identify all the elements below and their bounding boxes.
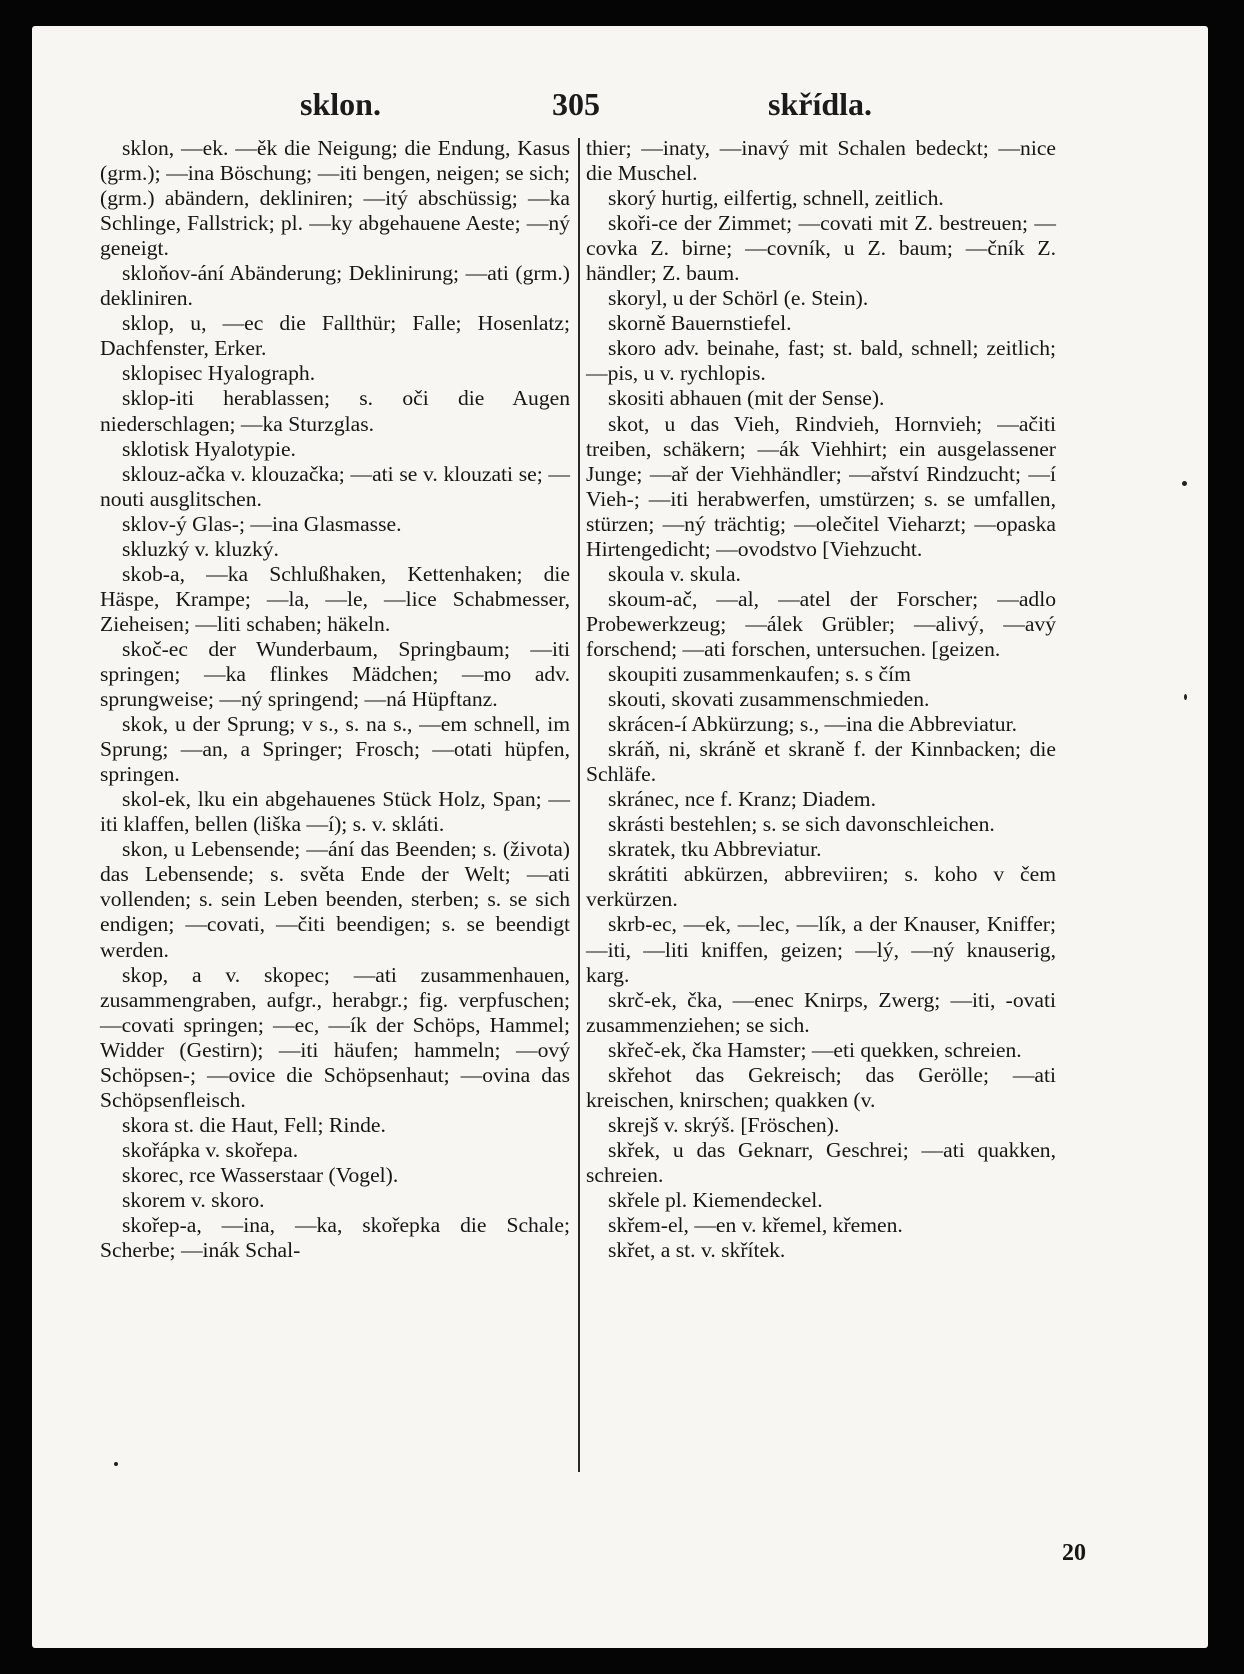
dictionary-entry: skrácen-í Abkürzung; s., —ina die Abbreviatur. [608, 712, 1017, 737]
dictionary-entry: skositi abhauen (mit der Sense). [608, 386, 885, 411]
ink-speck [1182, 481, 1187, 486]
dictionary-entry: skřem-el, —en v. křemel, křemen. [608, 1213, 903, 1238]
dictionary-entry: skluzký v. kluzký. [122, 536, 279, 561]
dictionary-entry: skřet, a st. v. skřítek. [608, 1238, 786, 1263]
dictionary-entry: skorem v. skoro. [122, 1187, 265, 1212]
dictionary-entry: skořep-a, —ina, —ka, skořepka die Schale; Scherbe; —inák Schal- [100, 1213, 570, 1263]
right-column [586, 136, 1056, 1263]
dictionary-entry: skoro adv. beinahe, fast; st. bald, schnell; zeitlich; —pis, u v. rychlopis. [586, 336, 1056, 386]
dictionary-entry: skop, a v. skopec; —ati zusammenhauen, zusammengraben, aufgr., herabgr.; fig. verpfuschen; —covati springen; —ec, —ík der Schöps, Hammel; Widder (Gestirn); —iti häufen; hammeln; —ový Schöpsen-; —ovice die Schöpsenhaut; —ovina das Schöpsenfleisch. [100, 962, 570, 1112]
dictionary-entry: skot, u das Vieh, Rindvieh, Hornvieh; —ačiti treiben, schäkern; —ák Viehhirt; ein ausgelassener Junge; —ař der Viehhändler; —ařství Rindzucht; —í Vieh-; —iti herabwerfen, umstürzen; s. se umfallen, stürzen; —ný trächtig; —olečitel Vieharzt; —opaska Hirtengedicht; —ovodstvo [Viehzucht. [586, 411, 1056, 561]
column-divider [578, 138, 580, 1472]
dictionary-entry: skoři-ce der Zimmet; —covati mit Z. bestreuen; —covka Z. birne; —covník, u Z. baum; —čník Z. händler; Z. baum. [586, 211, 1056, 286]
dictionary-entry: skok, u der Sprung; v s., s. na s., —em schnell, im Sprung; —an, a Springer; Frosch; —otati hüpfen, springen. [100, 712, 570, 787]
dictionary-entry: skorý hurtig, eilfertig, schnell, zeitlich. [608, 186, 944, 211]
dictionary-entry: sklov-ý Glas-; —ina Glasmasse. [122, 511, 402, 536]
dictionary-entry: skrč-ek, čka, —enec Knirps, Zwerg; —iti, -ovati zusammenziehen; se sich. [586, 987, 1056, 1037]
dictionary-entry: skoula v. skula. [608, 561, 741, 586]
dictionary-entry: skrásti bestehlen; s. se sich davonschleichen. [608, 812, 995, 837]
ink-speck [114, 1462, 118, 1466]
dictionary-entry: skol-ek, lku ein abgehauenes Stück Holz, Span; —iti klaffen, bellen (liška —í); s. v. skláti. [100, 787, 570, 837]
dictionary-entry: skoum-ač, —al, —atel der Forscher; —adlo Probewerkzeug; —álek Grübler; —alivý, —avý forschend; —ati forschen, untersuchen. [geizen. [586, 586, 1056, 661]
dictionary-entry: skorně Bauernstiefel. [608, 311, 792, 336]
dictionary-entry: skrejš v. skrýš. [Fröschen). [608, 1112, 840, 1137]
dictionary-entry: skoč-ec der Wunderbaum, Springbaum; —iti springen; —ka flinkes Mädchen; —mo adv. sprungweise; —ný springend; —ná Hüpftanz. [100, 636, 570, 712]
dictionary-entry: sklop, u, —ec die Fallthür; Falle; Hosenlatz; Dachfenster, Erker. [100, 311, 570, 361]
dictionary-entry: skoupiti zusammenkaufen; s. s čím [608, 661, 911, 686]
dictionary-entry: skouti, skovati zusammenschmieden. [608, 687, 930, 712]
dictionary-entry-continuation: thier; —inaty, —inavý mit Schalen bedeckt; —nice die Muschel. [586, 136, 1056, 186]
ink-speck [1184, 694, 1187, 700]
dictionary-entry: sklopisec Hyalograph. [122, 361, 316, 386]
dictionary-entry: skratek, tku Abbreviatur. [608, 837, 822, 862]
dictionary-entry: skloňov-ání Abänderung; Deklinirung; —ati (grm.) dekliniren. [100, 261, 570, 311]
printer-signature-mark: 20 [1062, 1540, 1086, 1566]
left-column [100, 136, 570, 1263]
page-header [32, 86, 1208, 136]
dictionary-entry: sklotisk Hyalotypie. [122, 436, 296, 461]
dictionary-entry: skrátiti abkürzen, abbreviiren; s. koho v čem verkürzen. [586, 862, 1056, 912]
dictionary-entry: sklon, —ek. —ěk die Neigung; die Endung, Kasus (grm.); —ina Böschung; —iti bengen, neigen; se sich; (grm.) abändern, dekliniren; —itý abschüssig; —ka Schlinge, Fallstrick; pl. —ky abgehauene Aeste; —ný geneigt. [100, 136, 570, 261]
page-number: 305 [552, 86, 600, 122]
dictionary-entry: skrb-ec, —ek, —lec, —lík, a der Knauser, Kniffer; —iti, —liti kniffen, geizen; —lý, —ný knauserig, karg. [586, 912, 1056, 987]
dictionary-entry: skřek, u das Geknarr, Geschrei; —ati quakken, schreien. [586, 1137, 1056, 1187]
dictionary-entry: skon, u Lebensende; —ání das Beenden; s. (života) das Lebensende; s. světa Ende der Welt; —ati vollenden; s. sein Leben beenden, sterben; s. se sich endigen; —covati, —čiti beendigen; s. se beendigt werden. [100, 837, 570, 962]
right-running-headword: skřídla. [768, 86, 873, 122]
left-running-headword: sklon. [300, 86, 381, 122]
dictionary-entry: skoryl, u der Schörl (e. Stein). [608, 286, 869, 311]
dictionary-entry: skorec, rce Wasserstaar (Vogel). [122, 1162, 399, 1187]
dictionary-entry: sklop-iti herablassen; s. oči die Augen niederschlagen; —ka Sturzglas. [100, 386, 570, 436]
dictionary-entry: skob-a, —ka Schlußhaken, Kettenhaken; die Häspe, Krampe; —la, —le, —lice Schabmesser, Zieheisen; —liti schaben; häkeln. [100, 561, 570, 636]
dictionary-entry: skřeč-ek, čka Hamster; —eti quekken, schreien. [608, 1037, 1022, 1062]
dictionary-entry: skránec, nce f. Kranz; Diadem. [608, 787, 876, 812]
dictionary-entry: skřehot das Gekreisch; das Gerölle; —ati kreischen, knirschen; quakken (v. [586, 1062, 1056, 1112]
dictionary-entry: skráň, ni, skráně et skraně f. der Kinnbacken; die Schläfe. [586, 737, 1056, 787]
dictionary-entry: skořápka v. skořepa. [122, 1137, 299, 1162]
dictionary-entry: sklouz-ačka v. klouzačka; —ati se v. klouzati se; —nouti ausglitschen. [100, 461, 570, 511]
dictionary-page [32, 26, 1208, 1648]
dictionary-entry: skora st. die Haut, Fell; Rinde. [122, 1112, 386, 1137]
dictionary-entry: skřele pl. Kiemendeckel. [608, 1187, 823, 1212]
